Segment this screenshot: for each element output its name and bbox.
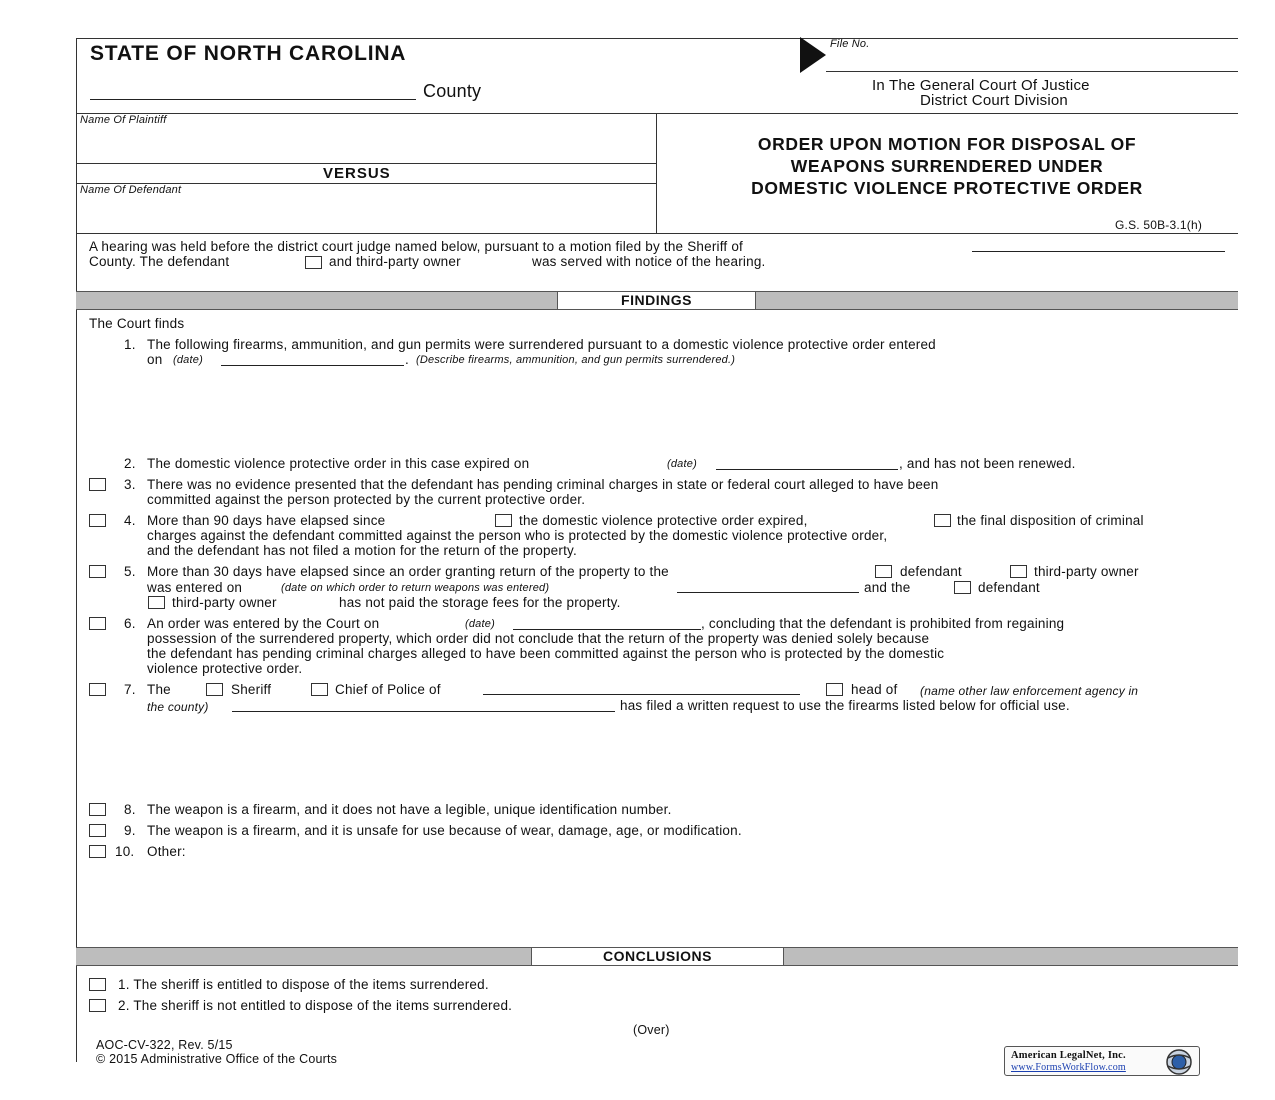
finding-4-text-a: More than 90 days have elapsed since — [147, 513, 386, 528]
finding-4-opt1-checkbox[interactable] — [495, 514, 512, 527]
county-label: County — [423, 81, 482, 101]
conclusion-1-text: 1. The sheriff is entitled to dispose of the items surrendered. — [118, 977, 489, 992]
finding-5-opt-defendant: defendant — [900, 564, 962, 579]
finding-5-defendant2-checkbox[interactable] — [954, 581, 971, 594]
file-no-label: File No. — [830, 38, 870, 50]
court-finds: The Court finds — [89, 316, 185, 331]
top-border — [76, 38, 1238, 39]
defendant-field[interactable] — [80, 198, 650, 230]
finding-3-checkbox[interactable] — [89, 478, 106, 491]
file-no-arrow-icon — [800, 37, 826, 73]
finding-7-chief: Chief of Police of — [335, 682, 441, 697]
logo-line2: www.FormsWorkFlow.com — [1011, 1062, 1126, 1073]
finding-5-defendant-checkbox[interactable] — [875, 565, 892, 578]
finding-5-third-party-checkbox[interactable] — [1010, 565, 1027, 578]
finding-6-line4: violence protective order. — [147, 661, 303, 676]
finding-7-sheriff: Sheriff — [231, 682, 272, 697]
finding-2-date-hint: (date) — [667, 458, 697, 470]
finding-4-num: 4. — [124, 513, 136, 528]
intro-line2c: was served with notice of the hearing. — [532, 254, 766, 269]
defendant-label: Name Of Defendant — [80, 184, 182, 196]
globe-icon — [1165, 1048, 1193, 1076]
finding-2-num: 2. — [124, 456, 136, 471]
conclusions-heading: CONCLUSIONS — [531, 947, 784, 966]
finding-4-line2: charges against the defendant committed against the person who is protected by the domestic violence protective order, — [147, 528, 888, 543]
finding-9-text: The weapon is a firearm, and it is unsafe for use because of wear, damage, age, or modification. — [147, 823, 742, 838]
statute-ref: G.S. 50B-3.1(h) — [1115, 218, 1203, 232]
finding-1-describe: (Describe firearms, ammunition, and gun permits surrendered.) — [416, 354, 736, 366]
finding-4-opt1: the domestic violence protective order expired, — [519, 513, 808, 528]
finding-5-and-the: and the — [864, 580, 911, 595]
finding-6-num: 6. — [124, 616, 136, 631]
finding-5-opt-defendant2: defendant — [978, 580, 1040, 595]
finding-7-text-b: has filed a written request to use the firearms listed below for official use. — [620, 698, 1070, 713]
court-line1: In The General Court Of Justice — [872, 77, 1090, 94]
form-title-line3: DOMESTIC VIOLENCE PROTECTIVE ORDER — [751, 178, 1143, 198]
intro-line1: A hearing was held before the district court judge named below, pursuant to a motion filed by the Sheriff of — [89, 239, 743, 254]
finding-6-date-hint: (date) — [465, 618, 495, 630]
finding-7-hint2: the county) — [147, 700, 209, 714]
finding-2-text-a: The domestic violence protective order in this case expired on — [147, 456, 530, 471]
finding-7-the: The — [147, 682, 171, 697]
form-title-line1: ORDER UPON MOTION FOR DISPOSAL OF — [757, 134, 1137, 154]
finding-10-checkbox[interactable] — [89, 845, 106, 858]
finding-5-text-a: More than 30 days have elapsed since an order granting return of the property to the — [147, 564, 669, 579]
copyright: © 2015 Administrative Office of the Courts — [96, 1052, 338, 1066]
finding-7-chief-field[interactable] — [483, 694, 800, 695]
intro-line2a: County. The defendant — [89, 254, 230, 269]
finding-1-period: . — [405, 352, 409, 367]
file-no-field[interactable] — [880, 40, 1230, 68]
finding-1-line1: The following firearms, ammunition, and gun permits were surrendered pursuant to a domestic violence protective order entered — [147, 337, 936, 352]
conclusion-2-checkbox[interactable] — [89, 999, 106, 1012]
finding-1-date-hint: (date) — [173, 354, 203, 366]
finding-6-text-a: An order was entered by the Court on — [147, 616, 380, 631]
finding-6-line2: possession of the surrendered property, which order did not conclude that the return of the property was denied solely because — [147, 631, 930, 646]
finding-4-opt2: the final disposition of criminal — [957, 513, 1144, 528]
caption-bottom-line — [76, 233, 1238, 234]
versus-label: VERSUS — [323, 165, 391, 182]
intro-defendant-checkbox[interactable] — [305, 256, 322, 269]
plaintiff-label: Name Of Plaintiff — [80, 114, 167, 126]
finding-3-line2: committed against the person protected by the current protective order. — [147, 492, 586, 507]
left-border — [76, 38, 77, 1062]
finding-5-date-field[interactable] — [677, 592, 859, 593]
finding-7-head-of: head of — [851, 682, 898, 697]
finding-8-text: The weapon is a firearm, and it does not have a legible, unique identification number. — [147, 802, 672, 817]
intro-line2b: and third-party owner — [329, 254, 461, 269]
over-label: (Over) — [633, 1023, 670, 1037]
finding-5-date-hint: (date on which order to return weapons was entered) — [281, 582, 550, 594]
plaintiff-bottom-line — [76, 163, 656, 164]
finding-4-line3: and the defendant has not filed a motion for the return of the property. — [147, 543, 577, 558]
finding-6-text-b: , concluding that the defendant is prohibited from regaining — [701, 616, 1065, 631]
finding-4-checkbox[interactable] — [89, 514, 106, 527]
plaintiff-field[interactable] — [80, 128, 650, 160]
conclusion-1-checkbox[interactable] — [89, 978, 106, 991]
finding-7-sheriff-checkbox[interactable] — [206, 683, 223, 696]
finding-6-checkbox[interactable] — [89, 617, 106, 630]
form-id: AOC-CV-322, Rev. 5/15 — [96, 1038, 233, 1052]
conclusion-2-text: 2. The sheriff is not entitled to dispose of the items surrendered. — [118, 998, 513, 1013]
finding-10-text: Other: — [147, 844, 186, 859]
finding-7-firearms-area[interactable] — [147, 718, 1227, 798]
finding-1-description-area[interactable] — [147, 372, 1227, 452]
finding-1-date-field[interactable] — [221, 365, 404, 366]
finding-5-not-paid: has not paid the storage fees for the property. — [339, 595, 621, 610]
finding-7-agency-field[interactable] — [232, 711, 615, 712]
sheriff-of-county-field[interactable] — [972, 251, 1225, 252]
finding-7-chief-checkbox[interactable] — [311, 683, 328, 696]
finding-6-date-field[interactable] — [513, 629, 701, 630]
finding-5-opt-third-party: third-party owner — [1034, 564, 1139, 579]
court-line2: District Court Division — [920, 92, 1068, 109]
finding-9-num: 9. — [124, 823, 136, 838]
finding-5-third-party2-checkbox[interactable] — [148, 596, 165, 609]
finding-5-entered-on: was entered on — [147, 580, 243, 595]
finding-10-num: 10. — [115, 844, 135, 859]
form-title-line2: WEAPONS SURRENDERED UNDER — [790, 156, 1104, 176]
conclusions-bar — [76, 947, 1238, 966]
logo-line1: American LegalNet, Inc. — [1011, 1050, 1126, 1061]
findings-heading: FINDINGS — [557, 291, 756, 310]
header-bottom-line — [76, 113, 1238, 114]
finding-7-head-checkbox[interactable] — [826, 683, 843, 696]
middle-divider — [656, 113, 657, 234]
legalnet-logo[interactable] — [1004, 1046, 1200, 1076]
finding-5-num: 5. — [124, 564, 136, 579]
finding-7-checkbox[interactable] — [89, 683, 106, 696]
finding-4-opt2-checkbox[interactable] — [934, 514, 951, 527]
file-no-underline — [826, 71, 1238, 72]
finding-7-num: 7. — [124, 682, 136, 697]
finding-1-num: 1. — [124, 337, 136, 352]
finding-7-hint1: (name other law enforcement agency in — [920, 684, 1139, 698]
findings-bar — [76, 291, 1238, 310]
finding-5-opt-third-party2: third-party owner — [172, 595, 277, 610]
finding-8-num: 8. — [124, 802, 136, 817]
finding-3-line1: There was no evidence presented that the defendant has pending criminal charges in state or federal court alleged to have been — [147, 477, 939, 492]
finding-2-date-field[interactable] — [716, 469, 898, 470]
finding-9-checkbox[interactable] — [89, 824, 106, 837]
state-title: STATE OF NORTH CAROLINA — [90, 42, 407, 65]
finding-2-text-b: , and has not been renewed. — [899, 456, 1076, 471]
finding-3-num: 3. — [124, 477, 136, 492]
finding-10-other-area[interactable] — [147, 862, 1227, 940]
county-field[interactable] — [90, 99, 416, 100]
finding-5-checkbox[interactable] — [89, 565, 106, 578]
finding-1-on: on — [147, 352, 163, 367]
finding-8-checkbox[interactable] — [89, 803, 106, 816]
finding-6-line3: the defendant has pending criminal charges alleged to have been committed against the person who is protected by the domestic — [147, 646, 945, 661]
